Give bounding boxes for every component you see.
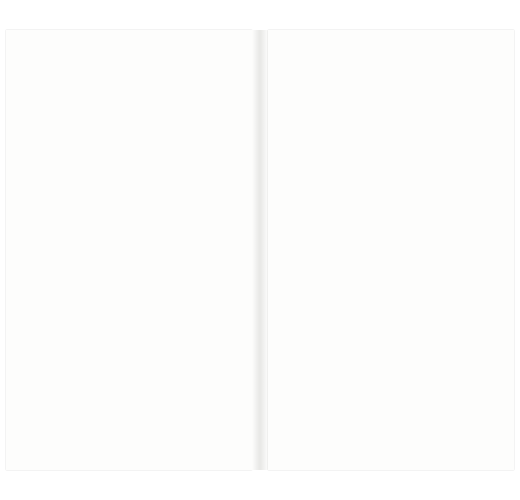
left-page <box>6 30 252 470</box>
right-page <box>268 30 514 470</box>
left-page-body-text <box>18 44 240 446</box>
left-page-footer <box>6 450 252 464</box>
right-page-footer <box>268 450 514 464</box>
right-page-body-text <box>280 44 502 446</box>
book-gutter <box>252 30 268 470</box>
